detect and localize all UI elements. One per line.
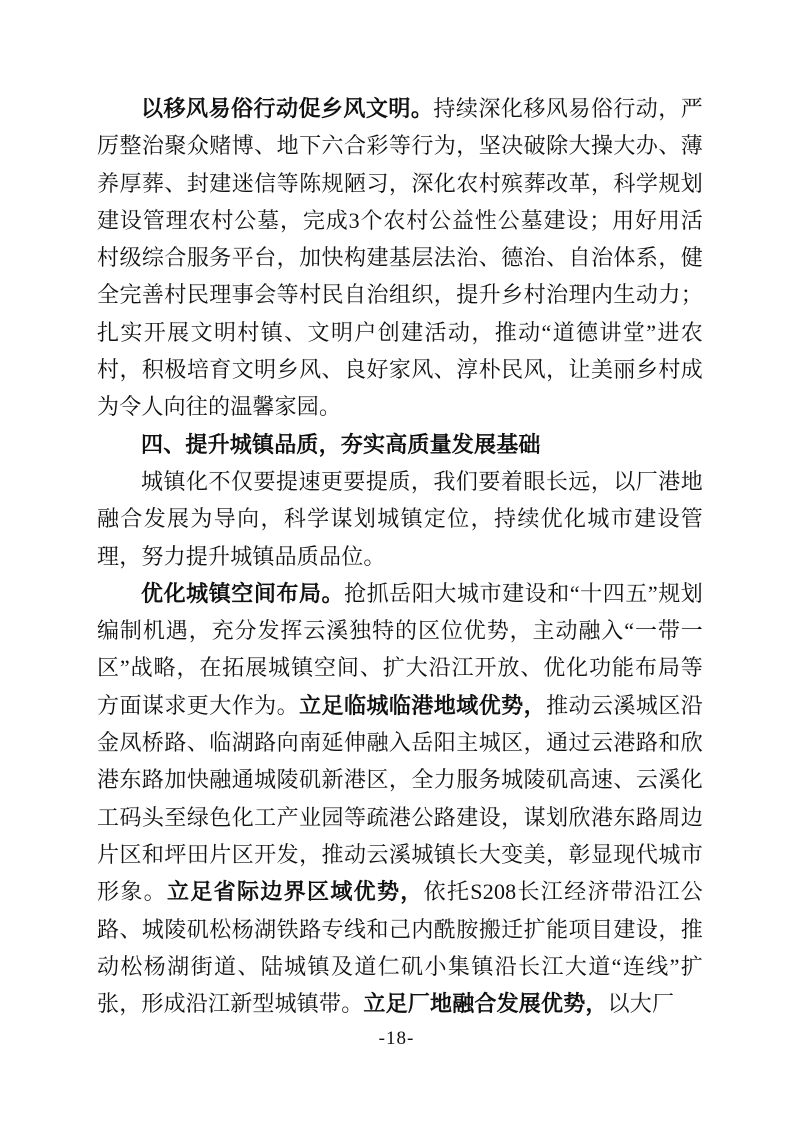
emphasis-text: 立足省际边界区域优势，	[167, 879, 424, 905]
emphasis-text: 立足厂地融合发展优势，	[363, 991, 608, 1017]
paragraph	[97, 90, 703, 426]
body-text: 以大厂	[607, 991, 675, 1017]
document-content	[97, 90, 703, 1022]
body-text: 抢抓岳阳大城市建设和“十四五”规划编制机遇，充分发挥云溪独特的区位优势，主动融入“一带一区”战略，在拓展城镇空间、扩大沿江开放、优化功能布局等方面谋求更大作为。	[97, 580, 703, 718]
page-number: -18-	[378, 1028, 415, 1049]
body-text: 依托S208长江经济带沿江公路、城陵矶松杨湖铁路专线和己内酰胺搬迁扩能项目建设，推动松杨湖街道、陆城镇及道仁矶小集镇沿长江大道“连线”扩张，形成沿江新型城镇带。	[97, 879, 703, 1017]
body-text: 城镇化不仅要提速更要提质，我们要着眼长远，以厂港地融合发展为导向，科学谋划城镇定位，持续优化城市建设管理，努力提升城镇品质品位。	[97, 468, 703, 569]
section-heading	[97, 426, 703, 463]
body-text: 推动云溪城区沿金凤桥路、临湖路向南延伸融入岳阳主城区，通过云港路和欣港东路加快融通城陵矶新港区，全力服务城陵矶高速、云溪化工码头至绿色化工产业园等疏港公路建设，谋划欣港东路周边片区和坪田片区开发，推动云溪城镇长大变美，彰显现代城市形象。	[97, 692, 703, 905]
emphasis-text: 以移风易俗行动促乡风文明。	[141, 96, 434, 121]
emphasis-text: 优化城镇空间布局。	[141, 580, 345, 606]
emphasis-text: 四、提升城镇品质，夯实高质量发展基础	[141, 431, 541, 457]
paragraph	[97, 463, 703, 575]
body-text: 持续深化移风易俗行动，严厉整治聚众赌博、地下六合彩等行为，坚决破除大操大办、薄养厚葬、封建迷信等陈规陋习，深化农村殡葬改革，科学规划建设管理农村公墓，完成3个农村公益性公墓建设；用好用活村级综合服务平台，加快构建基层法治、德治、自治体系，健全完善村民理事会等村民自治组织，提升乡村治理内生动力；扎实开展文明村镇、文明户创建活动，推动“道德讲堂”进农村，积极培育文明乡风、良好家风、淳朴民风，让美丽乡村成为令人向往的温馨家园。	[97, 96, 703, 420]
paragraph	[97, 575, 703, 1023]
emphasis-text: 立足临城临港地域优势，	[299, 692, 547, 718]
